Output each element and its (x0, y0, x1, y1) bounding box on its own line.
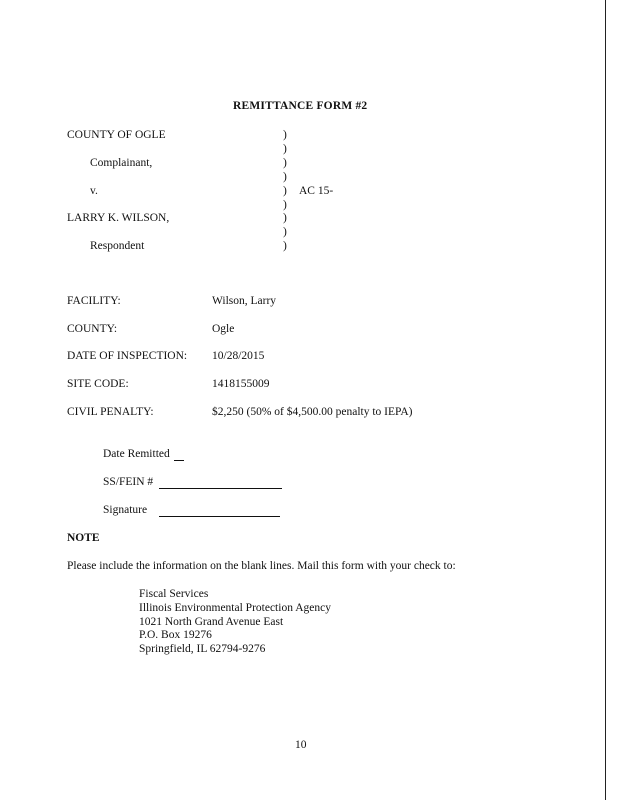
field-civil-penalty-label: CIVIL PENALTY: (67, 406, 154, 418)
field-facility-value: Wilson, Larry (212, 295, 277, 307)
page-edge-line (605, 0, 606, 800)
field-county-value: Ogle (212, 323, 235, 335)
field-facility-label: FACILITY: (67, 295, 121, 307)
caption-county: COUNTY OF OGLE (67, 129, 166, 141)
caption-complainant: Complainant, (90, 157, 153, 169)
ssn-label: SS/FEIN # (103, 476, 154, 488)
field-civil-penalty-value: $2,250 (50% of $4,500.00 penalty to IEPA) (212, 406, 413, 418)
case-number: AC 15- (299, 185, 334, 197)
caption-paren: ) (283, 212, 287, 224)
note-text: Please include the information on the blank lines. Mail this form with your check to: (67, 560, 456, 572)
address-line: 1021 North Grand Avenue East (139, 616, 284, 628)
address-line: Fiscal Services (139, 588, 209, 600)
caption-paren: ) (283, 129, 287, 141)
caption-paren: ) (283, 143, 287, 155)
signature-label: Signature (103, 504, 148, 516)
date-remitted-line[interactable] (174, 460, 184, 461)
address-line: Illinois Environmental Protection Agency (139, 602, 331, 614)
caption-paren: ) (283, 171, 287, 183)
field-inspection-date-value: 10/28/2015 (212, 350, 265, 362)
page-number: 10 (295, 739, 307, 751)
caption-respondent: Respondent (90, 240, 145, 252)
signature-line[interactable] (159, 516, 280, 517)
caption-paren: ) (283, 199, 287, 211)
field-site-code-label: SITE CODE: (67, 378, 129, 390)
field-site-code-value: 1418155009 (212, 378, 270, 390)
form-title: REMITTANCE FORM #2 (233, 100, 368, 112)
note-heading: NOTE (67, 532, 100, 544)
caption-paren: ) (283, 157, 287, 169)
caption-v: v. (90, 185, 98, 197)
address-line: P.O. Box 19276 (139, 629, 212, 641)
field-county-label: COUNTY: (67, 323, 118, 335)
address-line: Springfield, IL 62794-9276 (139, 643, 266, 655)
caption-paren: ) (283, 226, 287, 238)
date-remitted-label: Date Remitted (103, 448, 170, 460)
caption-paren: ) (283, 240, 287, 252)
caption-paren: ) (283, 185, 287, 197)
field-inspection-date-label: DATE OF INSPECTION: (67, 350, 188, 362)
caption-respondent-name: LARRY K. WILSON, (67, 212, 170, 224)
ssn-line[interactable] (159, 488, 282, 489)
